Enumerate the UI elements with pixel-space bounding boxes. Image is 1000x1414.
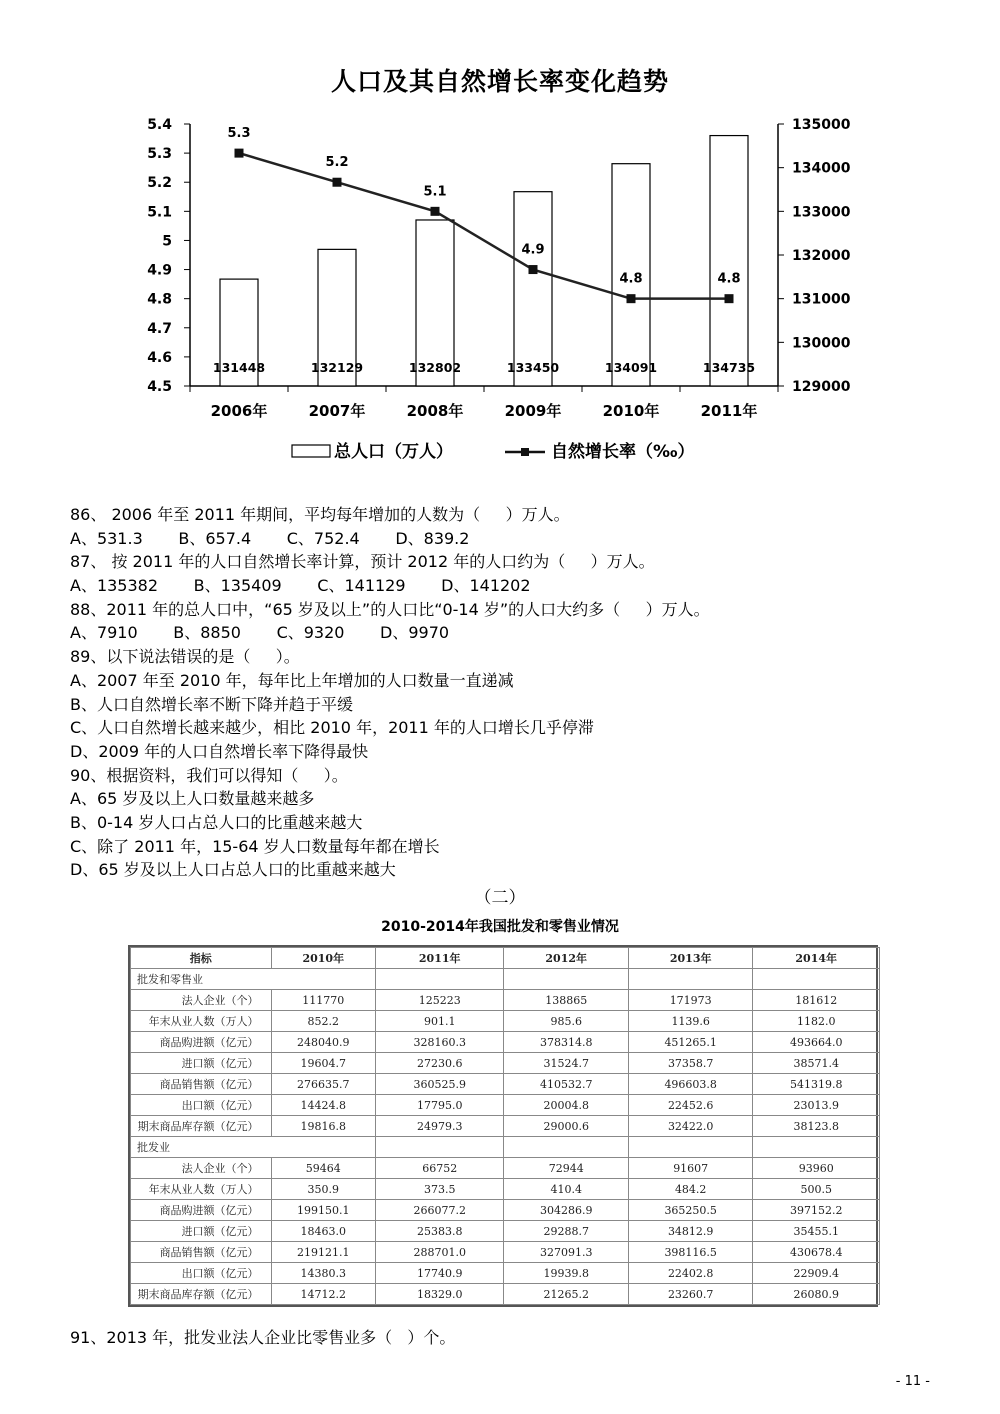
- legend-bar-swatch: [292, 445, 330, 457]
- table-cell: 410.4: [504, 1179, 628, 1200]
- table-cell: 500.5: [753, 1179, 880, 1200]
- row-label: 期末商品库存额（亿元）: [131, 1284, 272, 1305]
- section-label: 批发和零售业: [131, 969, 272, 990]
- right-tick-label: 129000: [792, 379, 851, 395]
- legend-line-marker: [521, 448, 529, 456]
- table-row: [131, 1116, 880, 1137]
- table-row: [131, 1011, 880, 1032]
- table-cell: 1182.0: [753, 1011, 880, 1032]
- table-cell: 328160.3: [375, 1032, 504, 1053]
- growth-rate-label: 4.8: [619, 271, 643, 287]
- row-label: 商品销售额（亿元）: [131, 1242, 272, 1263]
- table-row: [131, 1284, 880, 1305]
- empty-cell: [375, 969, 504, 990]
- table-row: [131, 1179, 880, 1200]
- table-row: [131, 1032, 880, 1053]
- table-cell: 17740.9: [375, 1263, 504, 1284]
- table-cell: 59464: [271, 1158, 375, 1179]
- empty-cell: [271, 1137, 375, 1158]
- table-cell: 199150.1: [271, 1200, 375, 1221]
- table-header-cell: 指标: [131, 948, 272, 969]
- table-cell: 22402.8: [628, 1263, 752, 1284]
- table-cell: 23260.7: [628, 1284, 752, 1305]
- growth-rate-marker: [725, 294, 734, 303]
- table-cell: 37358.7: [628, 1053, 752, 1074]
- table-section-row: [131, 969, 880, 990]
- row-label: 出口额（亿元）: [131, 1263, 272, 1284]
- row-label: 商品购进额（亿元）: [131, 1032, 272, 1053]
- table-cell: 66752: [375, 1158, 504, 1179]
- bar-value-label: 132802: [408, 360, 462, 375]
- growth-rate-label: 5.1: [423, 184, 447, 200]
- population-chart: [0, 0, 1000, 490]
- table-cell: 219121.1: [271, 1242, 375, 1263]
- table-cell: 350.9: [271, 1179, 375, 1200]
- left-tick-label: 4.5: [147, 379, 172, 395]
- question-option: A、7910 B、8850 C、9320 D、9970: [70, 623, 450, 643]
- table-cell: 20004.8: [504, 1095, 628, 1116]
- table-cell: 34812.9: [628, 1221, 752, 1242]
- population-bar: [514, 192, 552, 386]
- question-option: C、除了 2011 年，15-64 岁人口数量每年都在增长: [70, 836, 440, 856]
- table-row: [131, 1242, 880, 1263]
- question-option: D、65 岁及以上人口占总人口的比重越来越大: [70, 860, 396, 880]
- bar-value-label: 134735: [702, 360, 756, 375]
- growth-rate-line: [239, 153, 729, 299]
- empty-cell: [753, 969, 880, 990]
- table-cell: 22452.6: [628, 1095, 752, 1116]
- question-list: [70, 503, 950, 882]
- left-tick-label: 4.8: [147, 291, 172, 308]
- table-cell: 35455.1: [753, 1221, 880, 1242]
- table-header-row: [131, 948, 880, 969]
- question-option: B、0-14 岁人口占总人口的比重越来越大: [70, 812, 363, 832]
- table-cell: 248040.9: [271, 1032, 375, 1053]
- table-row: [131, 1074, 880, 1095]
- question-option: A、135382 B、135409 C、141129 D、141202: [70, 576, 531, 596]
- growth-rate-label: 5.3: [227, 126, 251, 142]
- right-tick-label: 131000: [792, 291, 851, 308]
- question-stem: 86、 2006 年至 2011 年期间，平均每年增加的人数为（ ）万人。: [70, 505, 570, 524]
- table-cell: 410532.7: [504, 1074, 628, 1095]
- table-cell: 24979.3: [375, 1116, 504, 1137]
- table-cell: 22909.4: [753, 1263, 880, 1284]
- table-cell: 288701.0: [375, 1242, 504, 1263]
- table-row: [131, 1200, 880, 1221]
- question-stem: 89、以下说法错误的是（ ）。: [70, 647, 300, 667]
- table-cell: 21265.2: [504, 1284, 628, 1305]
- table-cell: 541319.8: [753, 1074, 880, 1095]
- part-heading: （二）: [474, 888, 526, 908]
- table-cell: 19816.8: [271, 1116, 375, 1137]
- table-cell: 19939.8: [504, 1263, 628, 1284]
- table-cell: 27230.6: [375, 1053, 504, 1074]
- table-cell: 373.5: [375, 1179, 504, 1200]
- right-tick-label: 132000: [792, 248, 851, 264]
- right-tick-label: 134000: [792, 160, 851, 177]
- chart-section: [0, 0, 1000, 490]
- left-tick-label: 5.1: [147, 204, 172, 221]
- table-cell: 276635.7: [271, 1074, 375, 1095]
- row-label: 商品购进额（亿元）: [131, 1200, 272, 1221]
- row-label: 法人企业（个）: [131, 1158, 272, 1179]
- table-cell: 26080.9: [753, 1284, 880, 1305]
- bar-value-label: 133450: [506, 360, 560, 375]
- question-option: A、2007 年至 2010 年，每年比上年增加的人口数量一直递减: [70, 670, 514, 690]
- table-cell: 985.6: [504, 1011, 628, 1032]
- table-cell: 31524.7: [504, 1053, 628, 1074]
- table-cell: 29000.6: [504, 1116, 628, 1137]
- table-cell: 14380.3: [271, 1263, 375, 1284]
- table-title: 2010-2014年我国批发和零售业情况: [381, 919, 619, 935]
- growth-rate-label: 4.9: [521, 242, 545, 258]
- table-header-cell: 2013年: [628, 948, 752, 969]
- bar-value-label: 134091: [604, 360, 658, 375]
- table-cell: 493664.0: [753, 1032, 880, 1053]
- table-cell: 484.2: [628, 1179, 752, 1200]
- table-cell: 19604.7: [271, 1053, 375, 1074]
- legend-bar-label: 总人口（万人）: [334, 442, 453, 462]
- left-tick-label: 4.9: [147, 262, 172, 279]
- x-category-label: 2010年: [602, 402, 660, 420]
- table-cell: 365250.5: [628, 1200, 752, 1221]
- growth-rate-label: 5.2: [325, 155, 349, 171]
- table-wrapper: [128, 945, 878, 1307]
- page-number: - 11 -: [895, 1374, 930, 1389]
- row-label: 年末从业人数（万人）: [131, 1011, 272, 1032]
- table-cell: 23013.9: [753, 1095, 880, 1116]
- row-label: 进口额（亿元）: [131, 1221, 272, 1242]
- row-label: 年末从业人数（万人）: [131, 1179, 272, 1200]
- table-cell: 304286.9: [504, 1200, 628, 1221]
- row-label: 进口额（亿元）: [131, 1053, 272, 1074]
- bar-value-label: 131448: [212, 360, 266, 375]
- left-tick-label: 5: [162, 233, 172, 250]
- table-cell: 360525.9: [375, 1074, 504, 1095]
- row-label: 出口额（亿元）: [131, 1095, 272, 1116]
- table-row: [131, 1095, 880, 1116]
- empty-cell: [504, 969, 628, 990]
- table-cell: 451265.1: [628, 1032, 752, 1053]
- table-cell: 1139.6: [628, 1011, 752, 1032]
- table-cell: 171973: [628, 990, 752, 1011]
- x-category-label: 2008年: [406, 402, 464, 420]
- table-cell: 181612: [753, 990, 880, 1011]
- right-tick-label: 130000: [792, 335, 851, 352]
- growth-rate-marker: [431, 207, 440, 216]
- table-cell: 430678.4: [753, 1242, 880, 1263]
- table-cell: 91607: [628, 1158, 752, 1179]
- left-tick-label: 5.4: [147, 117, 172, 133]
- x-category-label: 2006年: [210, 402, 268, 420]
- question-stem: 90、根据资料，我们可以得知（ ）。: [70, 765, 348, 785]
- question-option: C、人口自然增长越来越少，相比 2010 年，2011 年的人口增长几乎停滞: [70, 718, 594, 738]
- bar-value-label: 132129: [310, 360, 364, 375]
- table-header-cell: 2011年: [375, 948, 504, 969]
- table-cell: 125223: [375, 990, 504, 1011]
- table-cell: 398116.5: [628, 1242, 752, 1263]
- question-91: 91、2013 年，批发业法人企业比零售业多（ ）个。: [70, 1328, 456, 1347]
- question-option: B、人口自然增长率不断下降并趋于平缓: [70, 694, 353, 714]
- row-label: 期末商品库存额（亿元）: [131, 1116, 272, 1137]
- empty-cell: [753, 1137, 880, 1158]
- growth-rate-label: 4.8: [717, 271, 741, 287]
- table-cell: 38123.8: [753, 1116, 880, 1137]
- growth-rate-marker: [627, 294, 636, 303]
- table-cell: 14424.8: [271, 1095, 375, 1116]
- table-cell: 29288.7: [504, 1221, 628, 1242]
- table-cell: 25383.8: [375, 1221, 504, 1242]
- empty-cell: [628, 969, 752, 990]
- table-cell: 32422.0: [628, 1116, 752, 1137]
- row-label: 商品销售额（亿元）: [131, 1074, 272, 1095]
- table-cell: 14712.2: [271, 1284, 375, 1305]
- table-cell: 266077.2: [375, 1200, 504, 1221]
- x-category-label: 2007年: [308, 402, 366, 420]
- table-cell: 496603.8: [628, 1074, 752, 1095]
- section-label: 批发业: [131, 1137, 272, 1158]
- table-cell: 72944: [504, 1158, 628, 1179]
- legend-line-label: 自然增长率（‰）: [551, 442, 695, 462]
- table-header-cell: 2010年: [271, 948, 375, 969]
- chart-title: 人口及其自然增长率变化趋势: [330, 67, 669, 96]
- left-tick-label: 4.6: [147, 349, 172, 366]
- table-cell: 38571.4: [753, 1053, 880, 1074]
- question-option: A、65 岁及以上人口数量越来越多: [70, 789, 315, 809]
- left-tick-label: 5.2: [147, 175, 172, 192]
- table-header-cell: 2014年: [753, 948, 880, 969]
- wholesale-retail-table: [130, 947, 880, 1305]
- right-tick-label: 135000: [792, 117, 851, 133]
- growth-rate-marker: [529, 265, 538, 274]
- table-row: [131, 1263, 880, 1284]
- table-cell: 17795.0: [375, 1095, 504, 1116]
- table-row: [131, 1221, 880, 1242]
- table-header-cell: 2012年: [504, 948, 628, 969]
- empty-cell: [628, 1137, 752, 1158]
- left-tick-label: 5.3: [147, 146, 172, 163]
- question-option: D、2009 年的人口自然增长率下降得最快: [70, 741, 369, 761]
- table-cell: 852.2: [271, 1011, 375, 1032]
- table-cell: 138865: [504, 990, 628, 1011]
- table-cell: 18463.0: [271, 1221, 375, 1242]
- x-category-label: 2009年: [504, 402, 562, 420]
- table-cell: 93960: [753, 1158, 880, 1179]
- x-category-label: 2011年: [700, 402, 758, 420]
- table-row: [131, 1158, 880, 1179]
- question-stem: 88、2011 年的总人口中，“65 岁及以上”的人口比“0-14 岁”的人口大约多（ ）万人。: [70, 599, 710, 619]
- growth-rate-marker: [333, 178, 342, 187]
- right-tick-label: 133000: [792, 204, 851, 221]
- table-cell: 327091.3: [504, 1242, 628, 1263]
- table-cell: 378314.8: [504, 1032, 628, 1053]
- table-cell: 111770: [271, 990, 375, 1011]
- question-stem: 87、 按 2011 年的人口自然增长率计算，预计 2012 年的人口约为（ ）万人。: [70, 552, 655, 572]
- table-section-row: [131, 1137, 880, 1158]
- table-row: [131, 990, 880, 1011]
- table-cell: 901.1: [375, 1011, 504, 1032]
- population-bar: [710, 136, 748, 386]
- table-cell: 397152.2: [753, 1200, 880, 1221]
- table-cell: 18329.0: [375, 1284, 504, 1305]
- left-tick-label: 4.7: [147, 320, 172, 337]
- growth-rate-marker: [235, 149, 244, 158]
- empty-cell: [375, 1137, 504, 1158]
- empty-cell: [271, 969, 375, 990]
- empty-cell: [504, 1137, 628, 1158]
- row-label: 法人企业（个）: [131, 990, 272, 1011]
- question-option: A、531.3 B、657.4 C、752.4 D、839.2: [70, 528, 470, 548]
- table-row: [131, 1053, 880, 1074]
